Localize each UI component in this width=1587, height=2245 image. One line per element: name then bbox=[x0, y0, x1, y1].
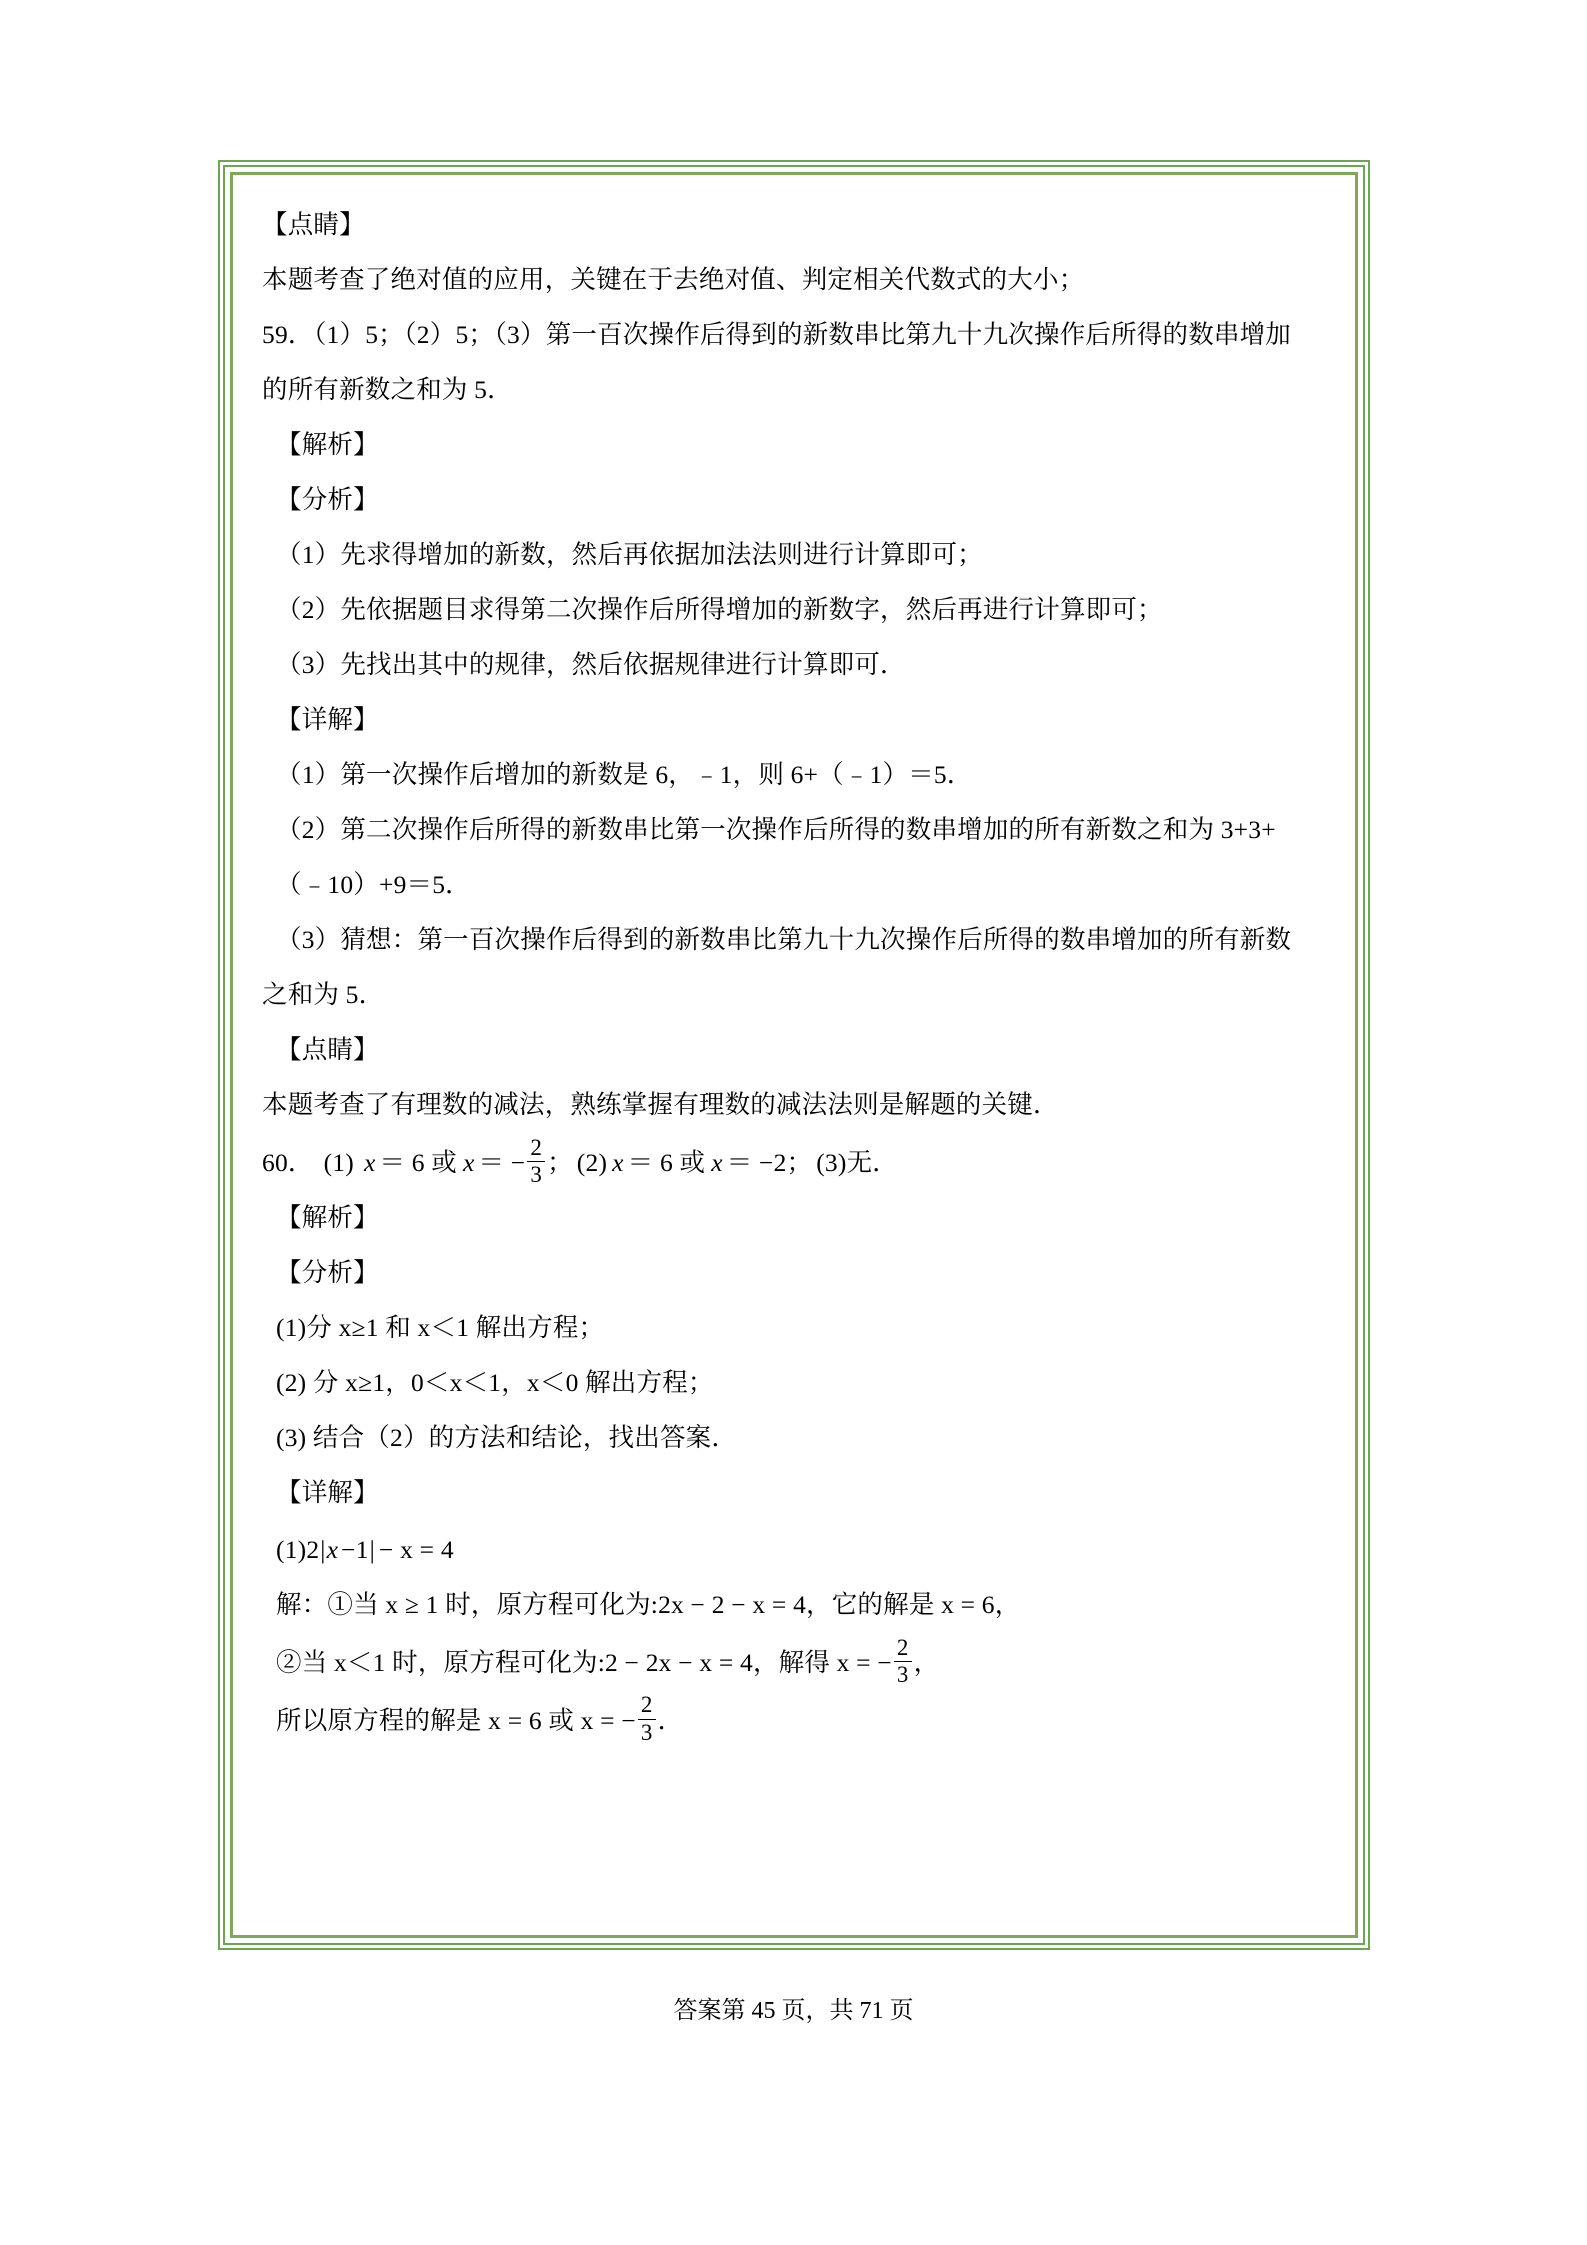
heading-xiangjie-2: 【详解】 bbox=[276, 1477, 379, 1507]
answer-60-x2: x bbox=[463, 1147, 475, 1177]
detail-line1-rest: − x = 4 bbox=[378, 1535, 454, 1565]
paragraph-summary-1: 本题考查了绝对值的应用，关键在于去绝对值、判定相关代数式的大小； bbox=[262, 265, 1085, 294]
analysis-60-item-1: (1)分 x≥1 和 x＜1 解出方程； bbox=[276, 1312, 605, 1342]
analysis-60-item-2: (2) 分 x≥1，0＜x＜1，x＜0 解出方程； bbox=[276, 1367, 714, 1397]
detail-line3-fraction bbox=[894, 1636, 912, 1687]
detail-60-line3 bbox=[262, 1632, 1322, 1690]
abs-bar-close: | bbox=[369, 1535, 375, 1565]
analysis-item-3: （3）先找出其中的规律，然后依据规律进行计算即可． bbox=[276, 650, 906, 679]
fraction-numerator: 2 bbox=[896, 1634, 909, 1660]
document-body bbox=[228, 175, 1356, 1935]
analysis-item-2: （2）先依据题目求得第二次操作后所得增加的新数字，然后再进行计算即可； bbox=[276, 595, 1163, 624]
detail-60-line2: 解：①当 x ≥ 1 时，原方程可化为:2x − 2 − x = 4，它的解是 x = 6， bbox=[276, 1590, 1021, 1620]
solution-item-3-line2: 之和为 5． bbox=[262, 980, 385, 1009]
analysis-item-1: （1）先求得增加的新数，然后再依据加法法则进行计算即可； bbox=[276, 540, 983, 569]
answer-59-line1: 59．（1）5；（2）5；（3）第一百次操作后得到的新数串比第九十九次操作后所得的数串增加 bbox=[262, 320, 1292, 349]
detail-line4-suffix: ． bbox=[657, 1705, 684, 1735]
answer-60-x4: x bbox=[711, 1147, 723, 1177]
heading-fenxi-2: 【分析】 bbox=[276, 1257, 379, 1287]
answer-60-eq2: ＝ − bbox=[478, 1147, 526, 1177]
solution-item-2-line1: （2）第二次操作后所得的新数串比第一次操作后所得的数串增加的所有新数之和为 3+3+ bbox=[276, 815, 1276, 844]
heading-jiexi-2: 【解析】 bbox=[276, 1202, 379, 1232]
heading-fenxi-1: 【分析】 bbox=[276, 485, 379, 514]
solution-item-3-line1: （3）猜想：第一百次操作后得到的新数串比第九十九次操作后所得的数串增加的所有新数 bbox=[276, 925, 1292, 954]
detail-60-line1 bbox=[262, 1520, 1322, 1578]
abs-bar-open: | bbox=[320, 1535, 326, 1565]
answer-60-sep2: ； bbox=[786, 1147, 813, 1177]
detail-line4-fraction bbox=[638, 1693, 656, 1744]
fraction-denominator: 3 bbox=[527, 1161, 545, 1187]
heading-dianjing-1: 【点睛】 bbox=[262, 210, 365, 239]
answer-60-math bbox=[262, 1135, 898, 1190]
detail-line3-prefix: ②当 x＜1 时，原方程可化为:2 − 2x − x = 4，解得 x = − bbox=[276, 1647, 892, 1677]
fraction-denominator: 3 bbox=[638, 1719, 656, 1745]
answer-60-line bbox=[262, 1132, 1322, 1190]
paragraph-summary-2: 本题考查了有理数的减法，熟练掌握有理数的减法法则是解题的关键． bbox=[262, 1090, 1059, 1119]
answer-60-eq1: ＝ 6 或 bbox=[379, 1147, 457, 1177]
detail-line1-x: x bbox=[326, 1535, 339, 1565]
heading-dianjing-2: 【点睛】 bbox=[276, 1035, 379, 1064]
answer-60-x3: x bbox=[612, 1147, 624, 1177]
detail-line4-prefix: 所以原方程的解是 x = 6 或 x = − bbox=[276, 1705, 636, 1735]
heading-jiexi-1: 【解析】 bbox=[276, 430, 379, 459]
answer-60-part1-label: (1) bbox=[323, 1147, 354, 1177]
analysis-60-item-3: (3) 结合（2）的方法和结论，找出答案． bbox=[276, 1422, 738, 1452]
answer-60-eq4: ＝ −2 bbox=[726, 1147, 787, 1177]
detail-60-line4 bbox=[262, 1690, 1322, 1748]
detail-60-line3-math bbox=[276, 1635, 939, 1690]
detail-line1-prefix: (1)2 bbox=[276, 1535, 320, 1565]
solution-item-2-line2: （﹣10）+9＝5． bbox=[276, 870, 471, 899]
answer-60-sep1: ； bbox=[547, 1147, 573, 1177]
answer-60-part3-text: 无． bbox=[846, 1147, 898, 1177]
page-footer: 答案第 45 页，共 71 页 bbox=[673, 1998, 914, 2024]
fraction-numerator: 2 bbox=[640, 1692, 653, 1718]
answer-60-fraction-1 bbox=[527, 1136, 545, 1187]
answer-60-part3-label: (3) bbox=[816, 1147, 847, 1177]
answer-60-eq3: ＝ 6 或 bbox=[627, 1147, 706, 1177]
solution-item-1: （1）第一次操作后增加的新数是 6，﹣1，则 6+（﹣1）＝5． bbox=[276, 760, 973, 789]
answer-60-part2-label: (2) bbox=[576, 1147, 608, 1177]
fraction-denominator: 3 bbox=[894, 1661, 912, 1687]
answer-60-x1: x bbox=[363, 1147, 376, 1177]
heading-xiangjie-1: 【详解】 bbox=[276, 705, 379, 734]
answer-60-number: 60． bbox=[262, 1147, 314, 1177]
detail-60-line4-math bbox=[276, 1693, 683, 1748]
answer-59-line2: 的所有新数之和为 5． bbox=[262, 375, 513, 404]
fraction-numerator: 2 bbox=[530, 1134, 543, 1160]
detail-line3-suffix: ， bbox=[913, 1647, 940, 1677]
detail-line1-minus1: −1 bbox=[341, 1535, 369, 1565]
detail-60-line1-math bbox=[276, 1522, 454, 1577]
